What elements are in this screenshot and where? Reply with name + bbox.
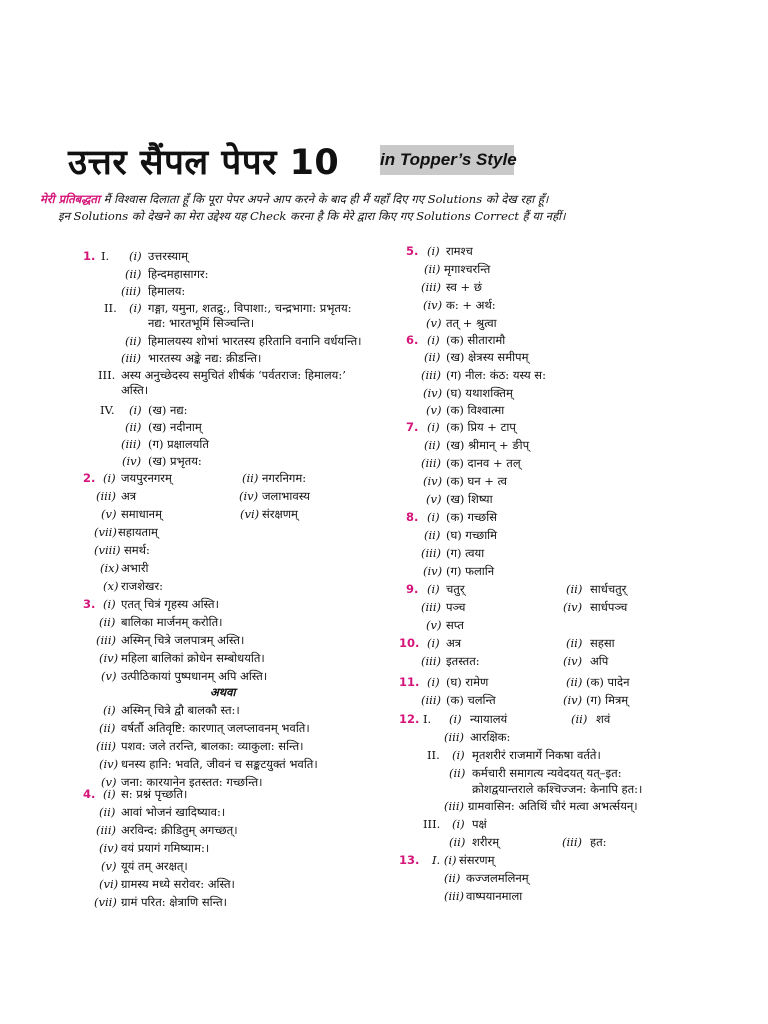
answer-text: न्यायालयं	[470, 712, 508, 726]
sub-label: (x)	[103, 579, 119, 593]
answer-text: II.	[104, 301, 117, 315]
answer-text: (क) विश्वात्मा	[446, 403, 505, 417]
question-number: 1.	[83, 249, 96, 263]
sub-label: (i)	[427, 582, 440, 596]
answer-text: अरविन्द: क्रीडितुम् अगच्छत्।	[121, 823, 238, 837]
answer-text: (ग) नील: कंठ: यस्य स:	[446, 368, 546, 382]
answer-text: अस्य अनुच्छेदस्य समुचितं शीर्षकं ‘पर्वतराज: हिमालय:’	[121, 368, 346, 382]
answer-text: मृगाश्चरन्ति	[444, 262, 491, 276]
sub-label: (i)	[427, 636, 440, 650]
answer-text: वाष्पयानमाला	[466, 889, 523, 903]
sub-label: (v)	[101, 859, 117, 873]
sub-label: (ix)	[100, 561, 120, 575]
intro-line-1	[40, 191, 740, 208]
answer-text: (क) दानव + तल्	[446, 456, 521, 470]
sub-label: (v)	[426, 403, 442, 417]
answer-text: IV.	[100, 403, 115, 417]
answer-text: संरक्षणम्	[262, 507, 298, 521]
sub-label: (viii)	[94, 543, 121, 557]
answer-text: अपि	[590, 654, 609, 668]
sub-label: (i)	[449, 712, 462, 726]
question-number: 5.	[406, 244, 419, 258]
answer-text: (घ) गच्छामि	[446, 528, 498, 542]
answer-text: पञ्च	[446, 600, 466, 614]
sub-label: (vi)	[99, 877, 119, 891]
sub-label: (ii)	[566, 582, 583, 596]
sub-label: (iv)	[99, 841, 119, 855]
sub-label: (ii)	[571, 712, 588, 726]
answer-text: शवं	[596, 712, 611, 726]
answer-text: गङ्गा, यमुना, शतद्रु:, विपाशा:, चन्द्रभागा: प्रभृतय:	[148, 301, 352, 315]
sub-label: (v)	[101, 669, 117, 683]
answer-text: हिमालय:	[148, 284, 186, 298]
answer-text: (क) घन + त्व	[446, 474, 508, 488]
sub-label: (iii)	[421, 280, 442, 294]
sub-label: (iii)	[96, 739, 117, 753]
sub-label: (ii)	[424, 438, 441, 452]
page-title: उत्तर सैंपल पेपर 10	[68, 143, 340, 183]
question-number: 9.	[406, 582, 419, 596]
answer-text: महिला बालिकां क्रोधेन सम्बोधयति।	[121, 651, 265, 665]
sub-label: (i)	[427, 675, 440, 689]
sub-label: (v)	[101, 775, 117, 789]
answer-text: (ग) प्रक्षालयति	[148, 437, 209, 451]
answer-text: धनस्य हानि: भवति, जीवनं च सङ्कटयुक्तं भवति।	[121, 757, 318, 771]
answer-text: अभारी	[121, 561, 149, 575]
sub-label: (iii)	[121, 351, 142, 365]
answer-text: वर्षर्तौ अतिवृष्टि: कारणात् जलप्लावनम् भवति।	[121, 721, 310, 735]
sub-label: (ii)	[424, 350, 441, 364]
answer-text: (घ) रामेण	[446, 675, 489, 689]
question-number: 13.	[399, 853, 420, 867]
answer-text: सहायताम्	[118, 525, 158, 539]
answer-text: (ग) त्वया	[446, 546, 485, 560]
sub-label: (i)	[427, 244, 440, 258]
answer-text: ग्रामं परित: क्षेत्राणि सन्ति।	[121, 895, 228, 909]
answer-text: संसरणम्	[459, 853, 495, 867]
answer-text: अथवा	[210, 685, 236, 699]
answer-text: रामश्च	[446, 244, 473, 258]
sub-label: (ii)	[242, 471, 259, 485]
sub-label: (iv)	[423, 564, 443, 578]
answer-text: पक्षं	[472, 817, 487, 831]
question-number: 7.	[406, 420, 419, 434]
answer-text: भारतस्य अङ्के नद्य: क्रीडन्ति।	[148, 351, 262, 365]
sub-label: (i)	[129, 249, 142, 263]
sub-label: (ii)	[566, 675, 583, 689]
sub-label: (iii)	[444, 730, 465, 744]
sub-label: (i)	[103, 787, 116, 801]
sub-label: (iii)	[96, 823, 117, 837]
sub-label: (iv)	[99, 757, 119, 771]
sub-label: (iv)	[99, 651, 119, 665]
sub-label: (iv)	[423, 386, 443, 400]
sub-label: (i)	[427, 510, 440, 524]
answer-text: (ख) नद्य:	[148, 403, 188, 417]
answer-text: सहसा	[590, 636, 615, 650]
sub-label: (ii)	[444, 871, 461, 885]
sub-label: (iii)	[121, 284, 142, 298]
answer-text: I.	[101, 249, 110, 263]
answer-text: ग्रामवासिन: अतिथिं चौरं मत्वा अभर्त्सयन्।	[468, 799, 638, 813]
answer-text: बालिका मार्जनम् करोति।	[121, 615, 223, 629]
sub-label: (ii)	[424, 262, 441, 276]
answer-text: मृतशरीरं राजमार्गे निकषा वर्तते।	[472, 748, 601, 762]
sub-label: (iv)	[423, 474, 443, 488]
answer-text: क: + अर्थ:	[446, 298, 496, 312]
sub-label: (iii)	[444, 799, 465, 813]
answer-text: चतुर्	[446, 582, 465, 596]
sub-label: (i)	[103, 471, 116, 485]
answer-text: कज्जलमलिनम्	[466, 871, 529, 885]
answer-text: (ख) शिष्या	[446, 492, 493, 506]
sub-label: (v)	[426, 618, 442, 632]
sub-label: (iii)	[421, 368, 442, 382]
answer-text: उत्तरस्याम्	[148, 249, 188, 263]
question-number: 4.	[83, 787, 96, 801]
answer-text: जलाभावस्य	[262, 489, 310, 503]
answer-text: समाधानम्	[121, 507, 162, 521]
answer-text: (क) गच्छसि	[446, 510, 497, 524]
sub-label: (i)	[103, 703, 116, 717]
answer-text: सार्धपञ्च	[590, 600, 628, 614]
sub-label: (i)	[129, 301, 142, 315]
answer-text: (ख) श्रीमान् + ङीप्	[446, 438, 530, 452]
topper-style-badge: in Topper’s Style	[380, 145, 514, 175]
answer-text: क्रोशद्वयान्तराले कश्चिज्जन: केनापि हत:।	[472, 782, 643, 796]
sub-label: (iii)	[96, 489, 117, 503]
sub-label: (iii)	[421, 546, 442, 560]
sub-label: (i)	[129, 403, 142, 417]
answer-text: स: प्रश्नं पृच्छति।	[121, 787, 188, 801]
question-number: 12.	[399, 712, 420, 726]
question-number: 3.	[83, 597, 96, 611]
sub-label: (ii)	[566, 636, 583, 650]
sub-label: (ii)	[449, 766, 466, 780]
question-number: 11.	[399, 675, 420, 689]
answer-text: ग्रामस्य मध्ये सरोवर: अस्ति।	[121, 877, 235, 891]
sub-label: (ii)	[125, 267, 142, 281]
answer-text: आरक्षिक:	[470, 730, 511, 744]
answer-text: (क) पादेन	[586, 675, 630, 689]
sub-label: (ii)	[449, 835, 466, 849]
sub-label: (ii)	[125, 334, 142, 348]
answer-text: अस्मिन् चित्रे द्वौ बालकौ स्त:।	[121, 703, 240, 717]
sub-label: (ii)	[424, 528, 441, 542]
sub-label: (ii)	[99, 615, 116, 629]
answer-text: अत्र	[446, 636, 462, 650]
intro-line-1-text: मैं विश्वास दिलाता हूँ कि पूरा पेपर अपने आप करने के बाद ही मैं यहाँ दिए गए Solutions को देख रहा हूँ।	[99, 192, 549, 206]
answer-text: सार्धचतुर्	[590, 582, 627, 596]
answer-text: (ख) क्षेत्रस्य समीपम्	[446, 350, 529, 364]
sub-label: (iii)	[421, 600, 442, 614]
answer-text: हत:	[590, 835, 607, 849]
sub-label: (iv)	[563, 600, 583, 614]
sub-label: (iv)	[563, 654, 583, 668]
sub-label: (i)	[103, 597, 116, 611]
sub-label: (iii)	[421, 456, 442, 470]
sub-label: (iv)	[122, 454, 142, 468]
answer-text: शरीरम्	[472, 835, 500, 849]
sub-label: (vii)	[94, 525, 117, 539]
sub-label: (vi)	[240, 507, 260, 521]
sub-label: (vii)	[94, 895, 117, 909]
sub-label: (i)	[427, 420, 440, 434]
answer-text: अस्ति।	[121, 383, 149, 397]
sub-label: (iv)	[563, 693, 583, 707]
answer-text: हिन्दमहासागर:	[148, 267, 209, 281]
answer-text: यूयं तम् अरक्षत्।	[121, 859, 188, 873]
answer-text: पशव: जले तरन्ति, बालका: व्याकुला: सन्ति।	[121, 739, 304, 753]
question-number: 2.	[83, 471, 96, 485]
sub-label: (ii)	[99, 721, 116, 735]
answer-text: समर्थ:	[124, 543, 150, 557]
answer-text: नद्य: भारतभूमिं सिञ्चन्ति।	[148, 316, 255, 330]
question-number: 6.	[406, 333, 419, 347]
sub-label: (iii)	[421, 654, 442, 668]
answer-text: जना: कारयानेन इतस्तत: गच्छन्ति।	[121, 775, 263, 789]
sub-label: I. (i)	[432, 853, 457, 867]
answer-text: जयपुरनगरम्	[121, 471, 172, 485]
answer-text: (ग) फलानि	[446, 564, 495, 578]
sub-label: (i)	[427, 333, 440, 347]
answer-text: (क) चलन्ति	[446, 693, 496, 707]
answer-text: सप्त	[446, 618, 464, 632]
answer-text: तत् + श्रुत्वा	[446, 316, 497, 330]
sub-label: (iv)	[423, 298, 443, 312]
question-number: 10.	[399, 636, 420, 650]
sub-label: (iii)	[562, 835, 583, 849]
sub-label: (i)	[452, 817, 465, 831]
answer-text: वयं प्रयागं गमिष्याम:।	[121, 841, 210, 855]
answer-text: एतत् चित्रं गृहस्य अस्ति।	[121, 597, 219, 611]
answer-text: III.	[423, 817, 441, 831]
sub-label: (v)	[426, 316, 442, 330]
answer-text: (क) प्रिय + टाप्	[446, 420, 516, 434]
answer-text: अस्मिन् चित्रे जलपात्रम् अस्ति।	[121, 633, 245, 647]
sub-label: (v)	[101, 507, 117, 521]
sub-label: (ii)	[125, 420, 142, 434]
answer-text: III.	[98, 368, 116, 382]
answer-text: राजशेखर:	[121, 579, 164, 593]
answer-text: II.	[427, 748, 440, 762]
answer-text: (क) सीतारामौ	[446, 333, 506, 347]
answer-text: स्व + छं	[446, 280, 482, 294]
sub-label: (iv)	[239, 489, 259, 503]
sub-label: (ii)	[99, 805, 116, 819]
answer-text: कर्मचारी समागत्य न्यवेदयत् यत्–इत:	[472, 766, 622, 780]
answer-text: इतस्तत:	[446, 654, 480, 668]
answer-text: नगरनिगम:	[262, 471, 307, 485]
question-number: 8.	[406, 510, 419, 524]
sub-label: (iii)	[96, 633, 117, 647]
answer-text: हिमालयस्य शोभां भारतस्य हरितानि वनानि वर्धयन्ति।	[148, 334, 362, 348]
answer-text: उत्पीठिकायां पुष्पधानम् अपि अस्ति।	[121, 669, 268, 683]
sub-label: (i)	[452, 748, 465, 762]
sub-label: (iii)	[444, 889, 465, 903]
sub-label: (v)	[426, 492, 442, 506]
intro-line-2: इन Solutions को देखने का मेरा उद्देश्य यह Check करना है कि मेरे द्वारा किए गए Solutions Correct हैं या नहीं।	[58, 209, 566, 223]
commitment-highlight: मेरी प्रतिबद्धता	[40, 192, 100, 206]
answer-text: आवां भोजनं खादिष्याव:।	[121, 805, 226, 819]
answer-text: (घ) यथाशक्तिम्	[446, 386, 513, 400]
sub-label: (iii)	[421, 693, 442, 707]
answer-text: (ग) मित्रम्	[586, 693, 629, 707]
answer-text: I.	[423, 712, 432, 726]
answer-text: (ख) प्रभृतय:	[148, 454, 202, 468]
answer-text: अत्र	[121, 489, 137, 503]
intro-paragraph	[40, 191, 740, 225]
answer-text: (ख) नदीनाम्	[148, 420, 202, 434]
sub-label: (iii)	[121, 437, 142, 451]
